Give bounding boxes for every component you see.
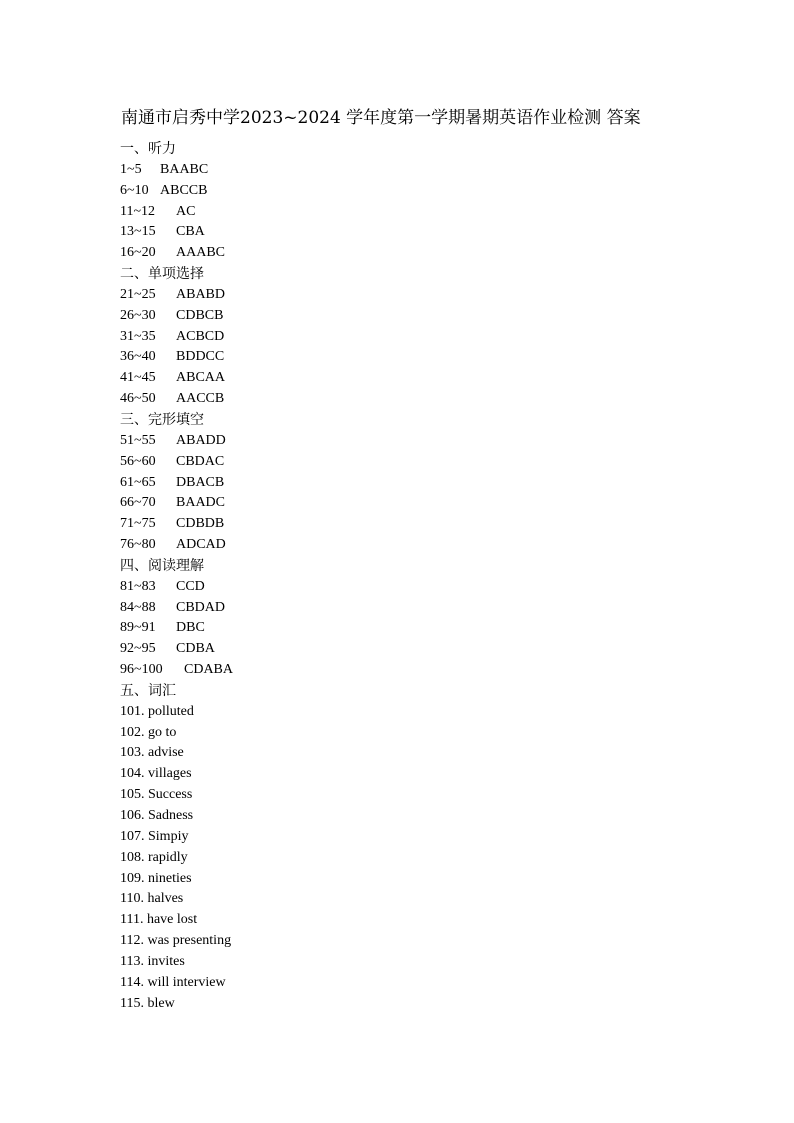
vocab-answer: 112. was presenting [120,933,232,949]
answer-letters: CDBDB [176,516,225,532]
question-range: 66~70 [120,495,156,511]
answer-row [120,202,233,223]
answer-letters: CBDAD [176,599,226,615]
vocab-answer: 114. will interview [120,974,226,990]
question-range: 13~15 [120,224,156,240]
question-range: 71~75 [120,516,156,532]
section-heading: 四、阅读理解 [120,557,204,574]
answer-row [120,535,233,556]
answer-letters: CCD [176,578,205,594]
question-range: 1~5 [120,161,142,177]
answer-row [120,347,233,368]
vocab-answer: 107. Simpiy [120,828,189,844]
answer-letters: AC [176,203,196,219]
question-range: 41~45 [120,370,156,386]
section-heading: 二、单项选择 [120,266,204,283]
section-heading: 五、词汇 [120,682,176,699]
vocab-answer: 109. nineties [120,870,192,886]
question-range: 31~35 [120,328,156,344]
answer-letters: ABABD [176,286,226,302]
answer-row [120,598,233,619]
answer-letters: BAABC [160,161,209,177]
answer-row [120,181,233,202]
vocab-answer: 104. villages [120,766,192,782]
vocab-answer: 115. blew [120,995,175,1011]
answer-letters: ABCAA [176,370,226,386]
vocab-answer: 108. rapidly [120,849,188,865]
answer-row [120,306,233,327]
question-range: 46~50 [120,391,156,407]
answer-row [120,514,233,535]
answer-letters: ABADD [176,432,226,448]
answer-letters: BDDCC [176,349,225,365]
answer-row [120,285,233,306]
section-heading: 一、听力 [120,141,176,157]
question-range: 11~12 [120,203,156,219]
question-range: 16~20 [120,245,156,261]
answer-letters: CBA [176,224,205,240]
section-heading: 三、完形填空 [120,411,204,428]
vocab-answer: 106. Sadness [120,808,194,823]
answer-row [120,577,233,598]
question-range: 92~95 [120,641,156,657]
answer-row [120,368,233,389]
answer-letters: DBC [176,620,205,636]
answer-row [120,431,233,452]
vocab-answer: 102. go to [120,724,177,740]
answer-row [120,222,233,243]
answer-row [120,473,233,494]
question-range: 76~80 [120,537,156,553]
answer-row [120,327,233,348]
answer-row [120,160,233,181]
question-range: 51~55 [120,432,156,448]
page-title: 南通市启秀中学2023~2024 学年度第一学期暑期英语作业检测 答案 [121,108,641,128]
vocab-answer: 110. halves [120,891,184,907]
question-range: 6~10 [120,182,149,198]
question-range: 36~40 [120,349,156,365]
answer-row [120,452,233,473]
vocab-answer: 105. Success [120,787,193,803]
answer-letters: CBDAC [176,453,225,469]
vocab-answer: 111. have lost [120,912,198,928]
answer-list [120,139,233,1014]
question-range: 81~83 [120,578,156,594]
question-range: 89~91 [120,620,156,636]
answer-row [120,639,233,660]
question-range: 61~65 [120,474,156,490]
question-range: 21~25 [120,286,156,302]
question-range: 84~88 [120,599,156,615]
answer-letters: ADCAD [176,537,226,553]
vocab-answer: 113. invites [120,953,185,969]
answer-letters: AACCB [176,391,225,407]
question-range: 26~30 [120,307,156,323]
answer-row [120,660,233,681]
answer-letters: ABCCB [160,182,208,198]
answer-letters: DBACB [176,474,225,490]
answer-row [120,243,233,264]
question-range: 56~60 [120,453,156,469]
answer-row [120,493,233,514]
answer-letters: ACBCD [176,328,225,344]
answer-row [120,618,233,639]
answer-letters: CDABA [184,662,234,678]
answer-letters: BAADC [176,495,226,511]
vocab-answer: 103. advise [120,745,184,761]
question-range: 96~100 [120,662,163,678]
answer-letters: CDBCB [176,307,224,323]
answer-row [120,389,233,410]
answer-letters: AAABC [176,245,226,261]
vocab-answer: 101. polluted [120,703,194,719]
answer-letters: CDBA [176,641,215,657]
